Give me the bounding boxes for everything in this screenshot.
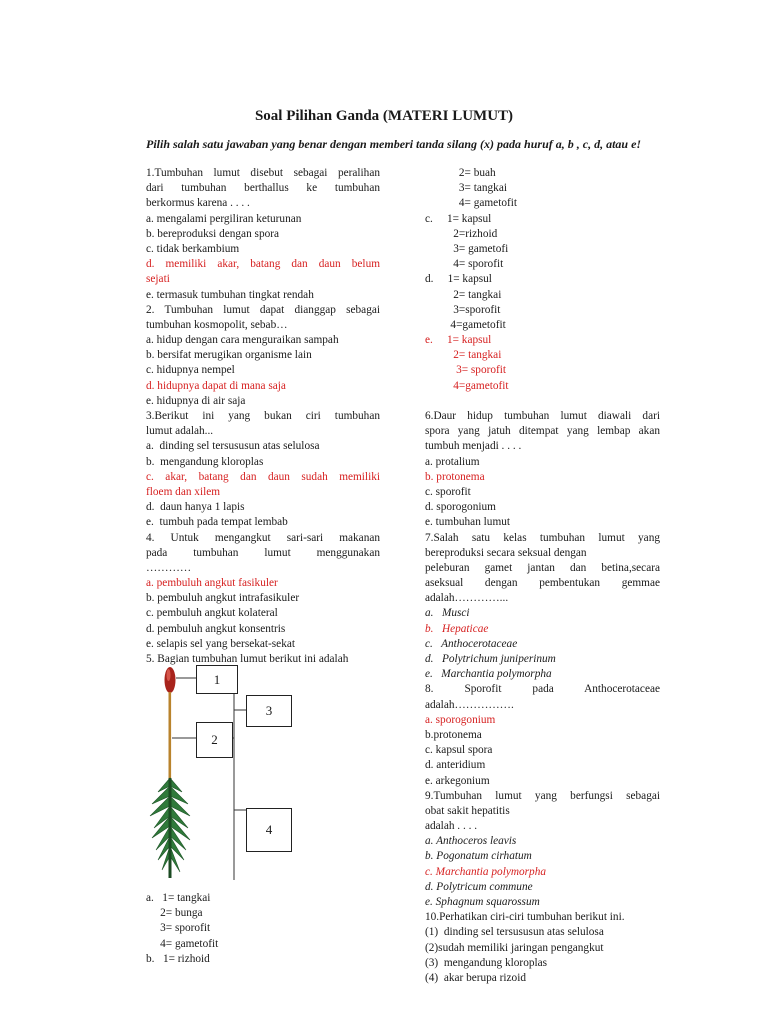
right-line: 2=rizhoid bbox=[425, 227, 498, 240]
right-line: 3=sporofit bbox=[425, 303, 501, 316]
left-line: c. pembuluh angkut kolateral bbox=[146, 607, 278, 620]
right-line: aseksual dengan pembentukan gemmae bbox=[425, 577, 660, 590]
right-line: c. sporofit bbox=[425, 485, 471, 498]
right-line: 9.Tumbuhan lumut yang berfungsi sebagai bbox=[425, 789, 660, 802]
right-line: peleburan gamet jantan dan betina,secara bbox=[425, 561, 660, 574]
left-line: e. hidupnya di air saja bbox=[146, 394, 246, 407]
right-line: adalah…………... bbox=[425, 592, 509, 605]
left-line: a. hidup dengan cara menguraikan sampah bbox=[146, 334, 339, 347]
right-line: bereproduksi secara seksual dengan bbox=[425, 546, 587, 559]
right-line: tumbuh menjadi . . . . bbox=[425, 440, 522, 453]
left-column bbox=[146, 166, 380, 667]
right-line: e. Sphagnum squarossum bbox=[425, 896, 540, 908]
left-line: d. pembuluh angkut konsentris bbox=[146, 622, 286, 635]
right-line: 4= gametofit bbox=[425, 197, 518, 210]
right-line: (4) akar berupa rizoid bbox=[425, 971, 526, 984]
right-line: c. Marchantia polymorpha bbox=[425, 865, 547, 878]
right-line: spora yang jatuh ditempat yang lembap akan bbox=[425, 425, 660, 438]
right-line bbox=[425, 394, 660, 409]
right-line: 4=gametofit bbox=[425, 318, 506, 331]
figure-label-2: 2 bbox=[196, 722, 233, 758]
right-line: b.protonema bbox=[425, 728, 482, 741]
right-line: a. Musci bbox=[425, 607, 470, 620]
left-line: d. hidupnya dapat di mana saja bbox=[146, 379, 286, 392]
left-line: c. hidupnya nempel bbox=[146, 364, 235, 377]
right-line: b. protonema bbox=[425, 470, 485, 483]
right-line: 2= tangkai bbox=[425, 349, 502, 362]
left-bottom-line: b. 1= rizhoid bbox=[146, 952, 210, 965]
left-line: 3.Berikut ini yang bukan ciri tumbuhan bbox=[146, 410, 380, 422]
right-column bbox=[425, 166, 660, 986]
left-line: d. memiliki akar, batang dan daun belum bbox=[146, 258, 380, 271]
right-line: d. anteridium bbox=[425, 759, 486, 772]
moss-figure bbox=[146, 660, 396, 890]
figure-label-1: 1 bbox=[196, 665, 238, 694]
left-line: b. pembuluh angkut intrafasikuler bbox=[146, 592, 300, 605]
left-line: lumut adalah... bbox=[146, 425, 214, 438]
right-line: 7.Salah satu kelas tumbuhan lumut yang bbox=[425, 531, 660, 544]
left-bottom-line: a. 1= tangkai bbox=[146, 892, 211, 904]
figure-label-4: 4 bbox=[246, 808, 292, 852]
right-line: d. sporogonium bbox=[425, 501, 496, 514]
left-line: a. pembuluh angkut fasikuler bbox=[146, 577, 278, 590]
right-line: 4= sporofit bbox=[425, 258, 504, 271]
left-line: d. daun hanya 1 lapis bbox=[146, 501, 245, 514]
right-line: d. 1= kapsul bbox=[425, 273, 492, 286]
right-line: e. tumbuhan lumut bbox=[425, 516, 511, 529]
right-line: a. Anthoceros leavis bbox=[425, 835, 517, 848]
right-line: a. sporogonium bbox=[425, 713, 496, 726]
right-line: adalah……………. bbox=[425, 698, 514, 711]
right-line: 3= gametofi bbox=[425, 242, 509, 255]
left-line: e. selapis sel yang bersekat-sekat bbox=[146, 637, 295, 650]
right-line: (3) mengandung kloroplas bbox=[425, 956, 548, 969]
right-line: e. arkegonium bbox=[425, 774, 490, 787]
right-line: c. Anthocerotaceae bbox=[425, 637, 518, 650]
right-line: d. Polytricum commune bbox=[425, 880, 533, 893]
right-line: a. protalium bbox=[425, 455, 480, 468]
right-line: adalah . . . . bbox=[425, 820, 478, 833]
right-line: d. Polytrichum juniperinum bbox=[425, 653, 556, 665]
left-line: floem dan xilem bbox=[146, 485, 221, 498]
left-line: pada tumbuhan lumut menggunakan bbox=[146, 546, 380, 559]
left-line: e. tumbuh pada tempat lembab bbox=[146, 516, 288, 529]
left-line: b. bersifat merugikan organisme lain bbox=[146, 349, 312, 362]
left-line: 1.Tumbuhan lumut disebut sebagai peralihan bbox=[146, 167, 380, 179]
right-line: 10.Perhatikan ciri-ciri tumbuhan berikut ini. bbox=[425, 911, 625, 924]
left-line: b. mengandung kloroplas bbox=[146, 455, 264, 468]
right-line: obat sakit hepatitis bbox=[425, 804, 510, 817]
left-line: ………… bbox=[146, 561, 192, 574]
right-line: (2)sudah memiliki jaringan pengangkut bbox=[425, 941, 604, 954]
right-line: b. Hepaticae bbox=[425, 622, 489, 635]
left-bottom-options bbox=[146, 891, 218, 967]
right-line: 3= sporofit bbox=[425, 364, 507, 377]
left-bottom-line: 4= gametofit bbox=[146, 937, 219, 950]
right-line: e. 1= kapsul bbox=[425, 334, 492, 347]
left-line: c. tidak berkambium bbox=[146, 242, 240, 255]
left-line: a. dinding sel tersususun atas selulosa bbox=[146, 440, 320, 453]
right-line: c. 1= kapsul bbox=[425, 212, 492, 225]
left-line: 5. Bagian tumbuhan lumut berikut ini adalah bbox=[146, 653, 349, 665]
figure-label-3: 3 bbox=[246, 695, 292, 727]
left-bottom-line: 3= sporofit bbox=[146, 922, 211, 935]
right-line: c. kapsul spora bbox=[425, 744, 493, 757]
left-line: e. termasuk tumbuhan tingkat rendah bbox=[146, 288, 314, 301]
left-line: berkormus karena . . . . bbox=[146, 197, 250, 210]
right-line: b. Pogonatum cirhatum bbox=[425, 850, 532, 863]
right-line: e. Marchantia polymorpha bbox=[425, 668, 552, 681]
right-line: 3= tangkai bbox=[425, 182, 507, 195]
left-line: c. akar, batang dan daun sudah memiliki bbox=[146, 470, 380, 483]
right-line: 4=gametofit bbox=[425, 379, 509, 392]
right-line: 8. Sporofit pada Anthocerotaceae bbox=[425, 683, 660, 696]
left-line: dari tumbuhan berthallus ke tumbuhan bbox=[146, 182, 380, 195]
instructions: Pilih salah satu jawaban yang benar dengan memberi tanda silang (x) pada huruf a, b , c, d, atau e! bbox=[146, 137, 642, 151]
left-line: 4. Untuk mengangkut sari-sari makanan bbox=[146, 531, 380, 544]
right-line: 2= buah bbox=[425, 167, 496, 179]
left-bottom-line: 2= bunga bbox=[146, 907, 203, 920]
left-line: sejati bbox=[146, 273, 170, 286]
right-line: 6.Daur hidup tumbuhan lumut diawali dari bbox=[425, 410, 660, 422]
page-title: Soal Pilihan Ganda (MATERI LUMUT) bbox=[254, 108, 514, 124]
left-line: tumbuhan kosmopolit, sebab… bbox=[146, 318, 288, 331]
right-line: 2= tangkai bbox=[425, 288, 502, 301]
right-line: (1) dinding sel tersususun atas selulosa bbox=[425, 926, 604, 939]
left-line: a. mengalami pergiliran keturunan bbox=[146, 212, 302, 225]
left-line: b. bereproduksi dengan spora bbox=[146, 227, 280, 240]
left-line: 2. Tumbuhan lumut dapat dianggap sebagai bbox=[146, 303, 380, 316]
